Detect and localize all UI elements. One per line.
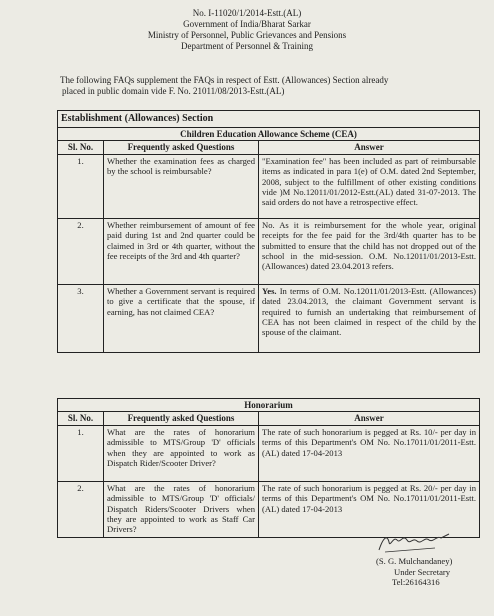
signatory-title: Under Secretary	[394, 566, 451, 577]
column-header-answer: Answer	[259, 412, 480, 425]
handwritten-signature	[375, 528, 455, 556]
column-header-question: Frequently asked Questions	[104, 141, 259, 154]
row-answer: No. As it is reimbursement for the whole year, original receipts for the fee paid for the 3rd/4th quarter has to be submitted to ensure that the child has not dropped out of the school in the mid-session. O.M. No.12011/01/2013-Estt.(Allowances) dated 23.04.2013 refers.	[259, 218, 480, 284]
row-sl: 3.	[58, 284, 104, 352]
row-sl: 1.	[58, 425, 104, 481]
table-row	[58, 425, 480, 481]
row-question: Whether a Government servant is required to give a certificate that the spouse, if earning, has not claimed CEA?	[104, 284, 259, 352]
column-header-answer: Answer	[259, 141, 480, 154]
intro-line: The following FAQs supplement the FAQs in respect of Estt. (Allowances) Section already	[60, 75, 389, 85]
intro-paragraph	[60, 75, 480, 97]
signature-block	[376, 556, 486, 588]
column-header-question: Frequently asked Questions	[104, 412, 259, 425]
answer-text: In terms of O.M. No.12011/01/2013-Estt. (Allowances) dated 23.04.2013, the claimant Government servant is required to furnish an undertaking that reimbursement of CEA has not been claimed in respect of the child by the spouse of the claimant.	[262, 285, 476, 338]
row-question: What are the rates of honorarium admissible to MTS/Group 'D' officials/ Dispatch Riders/Scooter Drivers when they are appointed to work as Staff Car Drivers?	[104, 481, 259, 537]
honorarium-faq-table	[57, 398, 480, 538]
table-subtitle: Children Education Allowance Scheme (CEA)	[58, 128, 480, 141]
table-header-row	[58, 412, 480, 425]
row-answer: "Examination fee" has been included as part of reimbursable items as indicated in para 1(e) of O.M. dated 2nd September, 2008, subject to the fulfillment of other existing conditions vide )M No.12011/01/2012-Estt.(AL) dated 31-07-2013. The said orders do not have a retrospective effect.	[259, 154, 480, 218]
table-row	[58, 154, 480, 218]
column-header-sl: Sl. No.	[58, 141, 104, 154]
signatory-name: (S. G. Mulchandaney)	[376, 556, 453, 566]
table-header-row	[58, 141, 480, 154]
intro-line: placed in public domain vide F. No. 21011/08/2013-Estt.(AL)	[62, 86, 285, 96]
ministry-name: Ministry of Personnel, Public Grievances and Pensions	[147, 30, 347, 40]
government-name: Government of India/Bharat Sarkar	[183, 19, 311, 29]
section-title: Establishment (Allowances) Section	[58, 111, 480, 128]
row-answer: The rate of such honorarium is pegged at Rs. 10/- per day in terms of this Department's OM No. No.17011/01/2011-Estt.(AL) dated 17-04-2013	[259, 425, 480, 481]
row-sl: 1.	[58, 154, 104, 218]
department-name: Department of Personnel & Training	[181, 41, 313, 51]
row-answer	[259, 284, 480, 352]
file-number: No. I-11020/1/2014-Estt.(AL)	[192, 8, 302, 18]
row-sl: 2.	[58, 218, 104, 284]
signatory-telephone: Tel:26164316	[392, 577, 440, 587]
cea-faq-table	[57, 110, 480, 353]
column-header-sl: Sl. No.	[58, 412, 104, 425]
row-question: What are the rates of honorarium admissible to MTS/Group 'D' officials when they are appointed to work as Dispatch Rider/Scooter Driver?	[104, 425, 259, 481]
table-row	[58, 284, 480, 352]
row-question: Whether reimbursement of amount of fee paid during 1st and 2nd quarter could be claimed in 3rd or 4th quarter, without the fee receipts of the 3rd and 4th quarter?	[104, 218, 259, 284]
answer-yes: Yes.	[262, 285, 277, 296]
row-question: Whether the examination fees as charged by the school is reimbursable?	[104, 154, 259, 218]
table-title: Honorarium	[58, 399, 480, 412]
table-row	[58, 218, 480, 284]
document-header	[0, 8, 494, 52]
row-sl: 2.	[58, 481, 104, 537]
row-answer: The rate of such honorarium is pegged at Rs. 20/- per day in terms of this Department's OM No. No.17011/01/2011-Estt.(AL) dated 17-04-2013	[259, 481, 480, 537]
